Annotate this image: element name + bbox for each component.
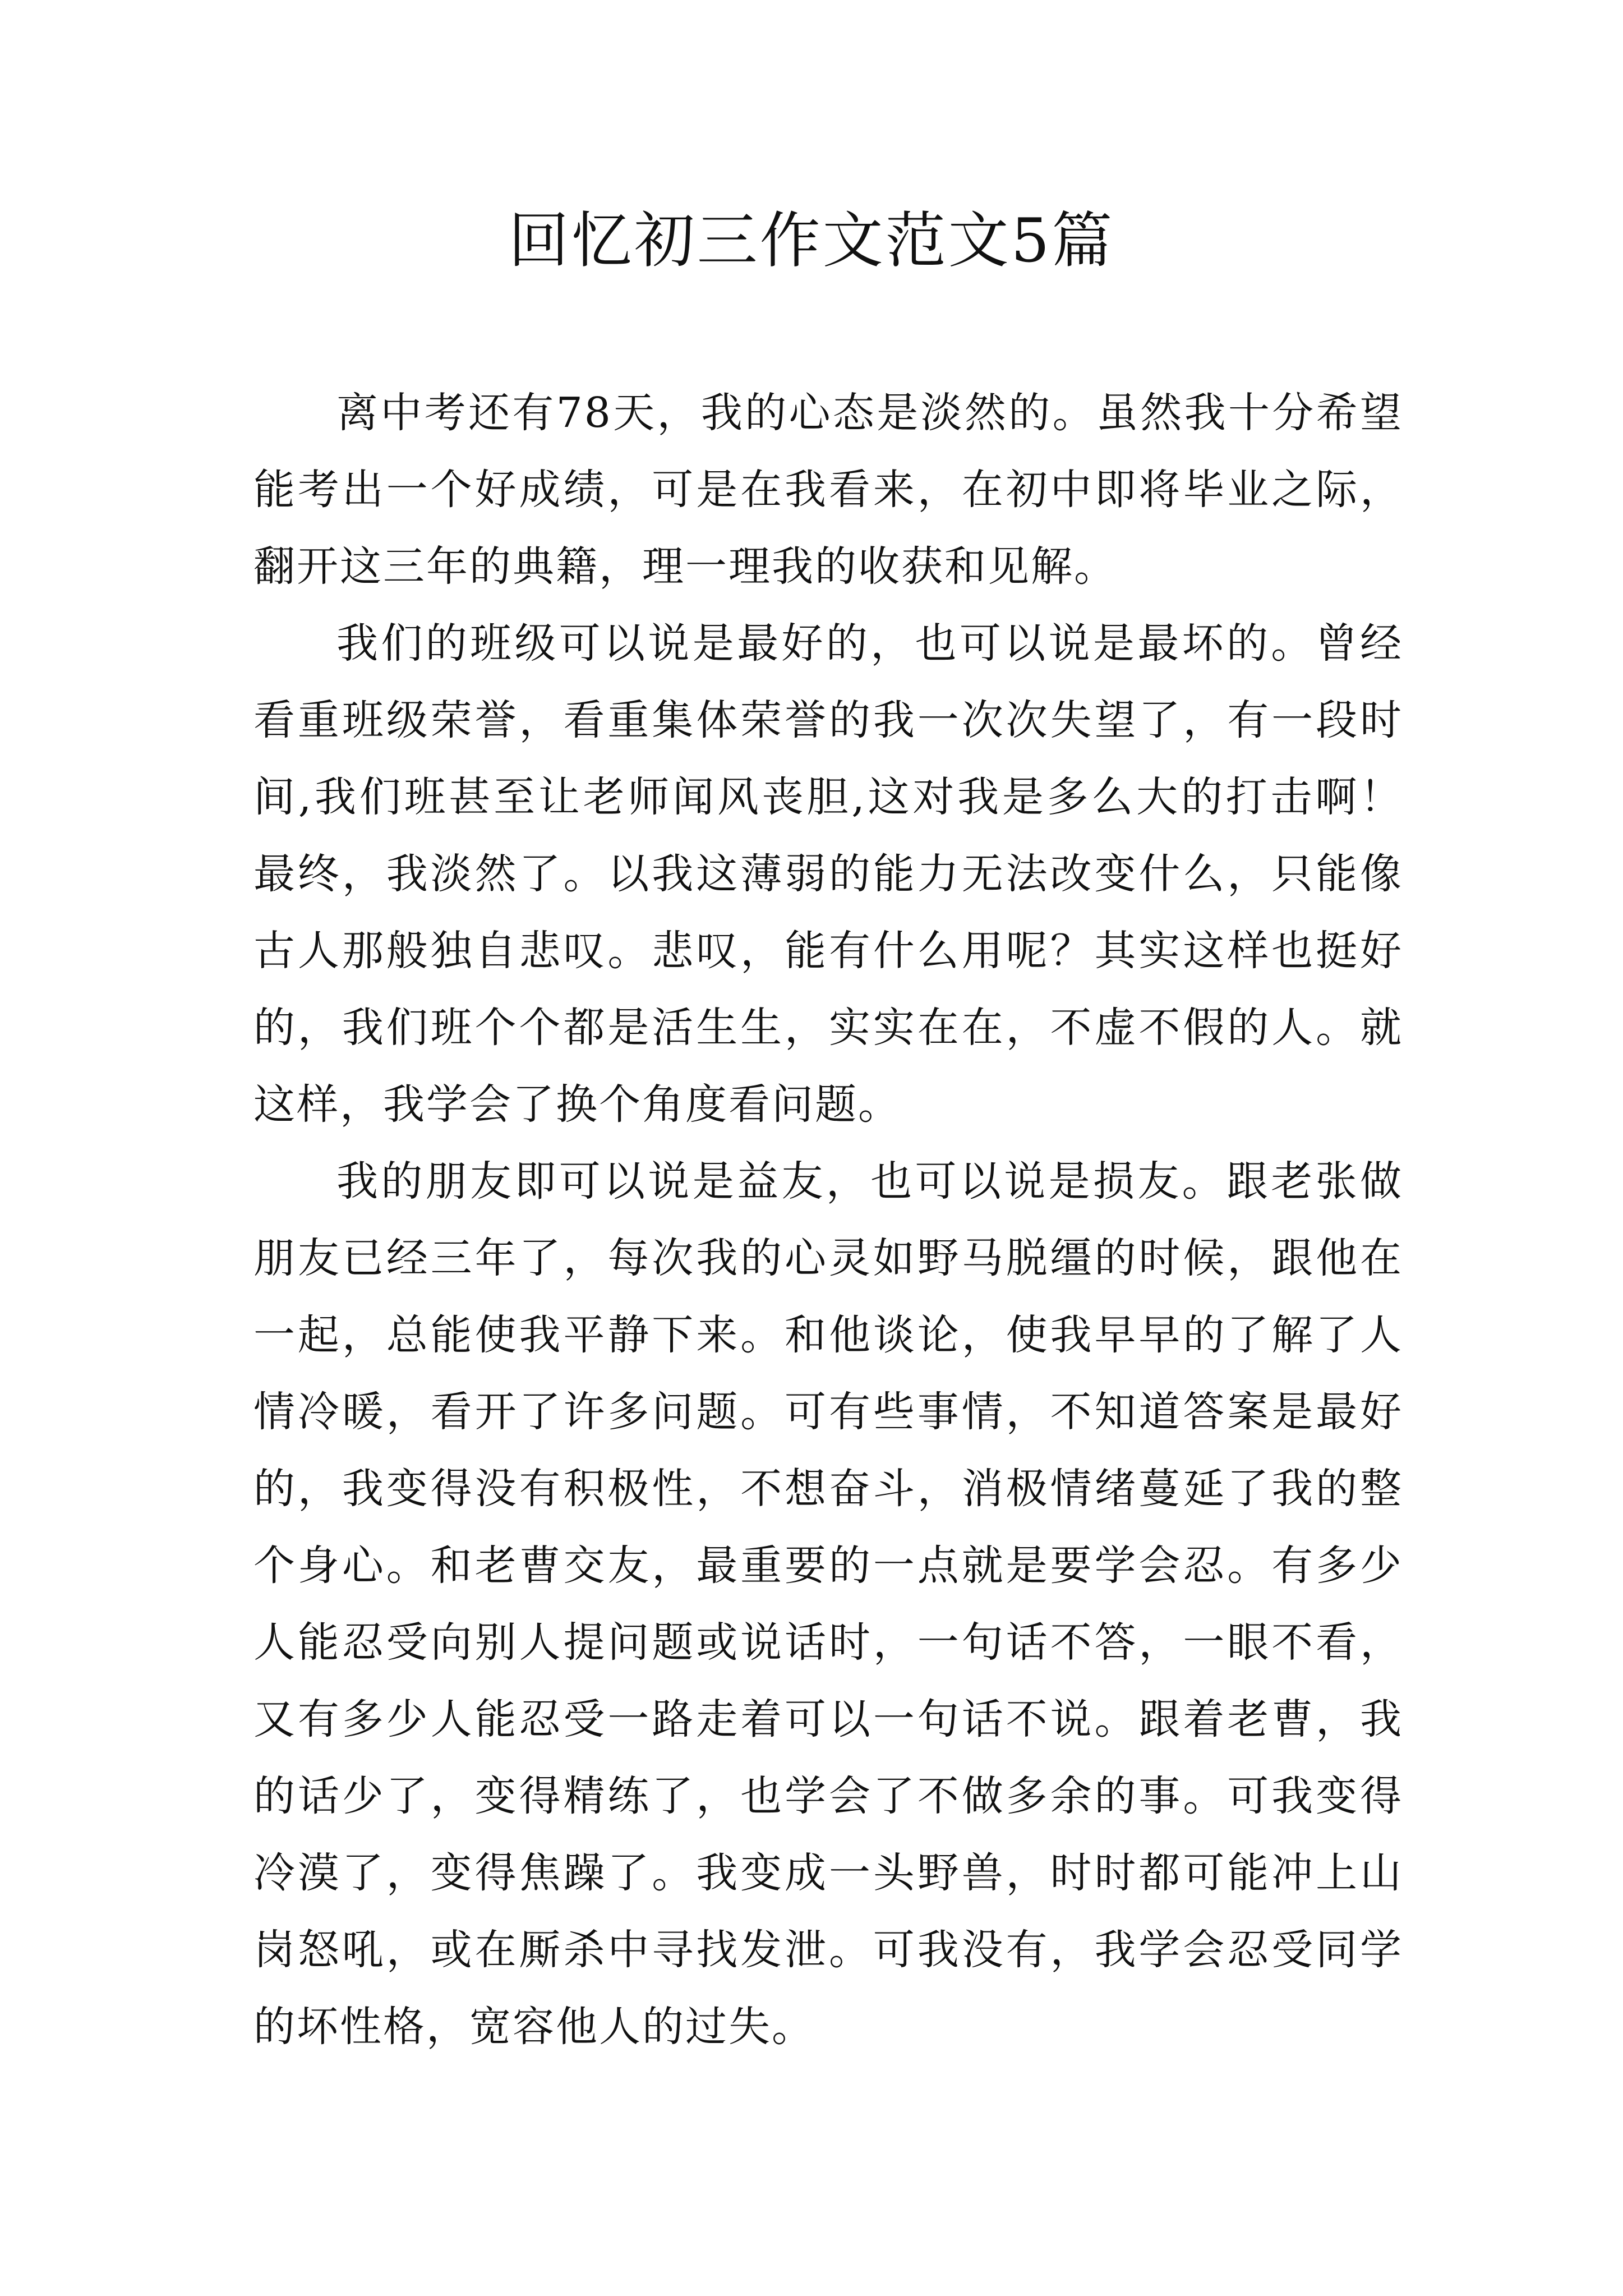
document-body (253, 375, 1403, 2065)
document-title: 回忆初三作文范文5篇 (508, 206, 1115, 276)
paragraph-1: 离中考还有78天，我的心态是淡然的。虽然我十分希望能考出一个好成绩，可是在我看来，在初中即将毕业之际，翻开这三年的典籍，理一理我的收获和见解。 (253, 389, 1403, 591)
paragraph-2: 我们的班级可以说是最好的，也可以说是最坏的。曾经看重班级荣誉，看重集体荣誉的我一次次失望了，有一段时间,我们班甚至让老师闻风丧胆,这对我是多么大的打击啊！最终，我淡然了。以我这薄弱的能力无法改变什么，只能像古人那般独自悲叹。悲叹，能有什么用呢？其实这样也挺好的，我们班个个都是活生生，实实在在，不虚不假的人。就这样，我学会了换个角度看问题。 (253, 619, 1403, 1129)
paragraph-3: 我的朋友即可以说是益友，也可以说是损友。跟老张做朋友已经三年了，每次我的心灵如野马脱缰的时候，跟他在一起，总能使我平静下来。和他谈论，使我早早的了解了人情冷暖，看开了许多问题。可有些事情，不知道答案是最好的，我变得没有积极性，不想奋斗，消极情绪蔓延了我的整个身心。和老曹交友，最重要的一点就是要学会忍。有多少人能忍受向别人提问题或说话时，一句话不答，一眼不看，又有多少人能忍受一路走着可以一句话不说。跟着老曹，我的话少了，变得精练了，也学会了不做多余的事。可我变得冷漠了，变得焦躁了。我变成一头野兽，时时都可能冲上山岗怒吼，或在厮杀中寻找发泄。可我没有，我学会忍受同学的坏性格，宽容他人的过失。 (253, 1157, 1403, 2051)
